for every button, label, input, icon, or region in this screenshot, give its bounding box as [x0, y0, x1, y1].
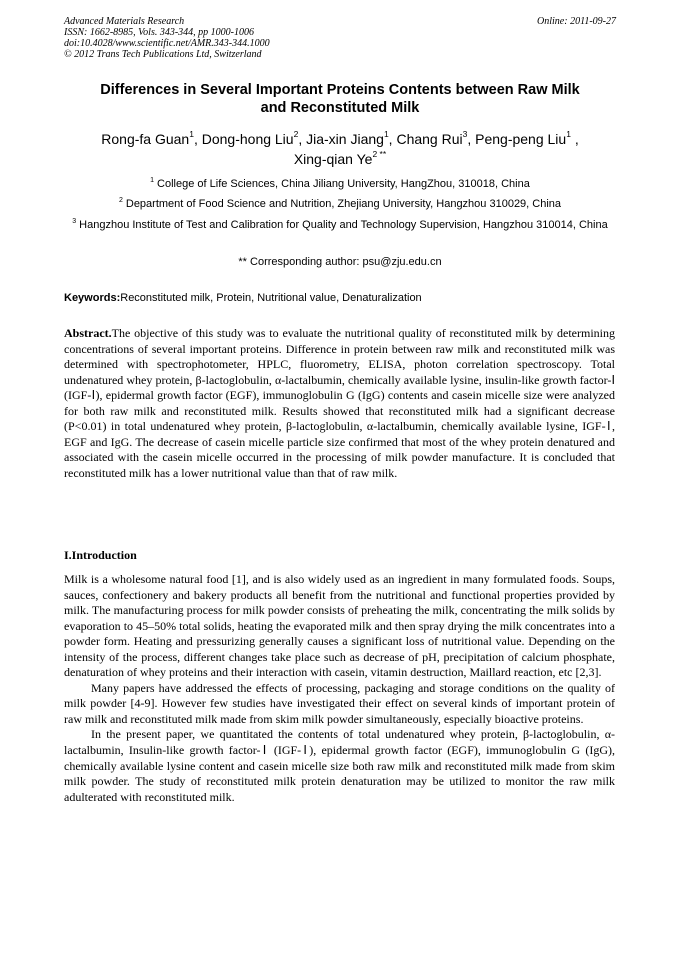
abstract-label: Abstract. — [64, 326, 112, 340]
author-name: Peng-peng Liu — [475, 131, 567, 147]
affiliation-mark: 1 — [150, 177, 155, 184]
author-name: Chang Rui — [396, 131, 463, 147]
author-affiliation-mark: 2 ** — [372, 149, 387, 159]
author-affiliation-mark: 1 — [566, 129, 571, 139]
affiliation-mark: 3 — [72, 218, 77, 225]
abstract-text: The objective of this study was to evaluate the nutritional quality of reconstituted milk by determining concentrations of several important proteins. Difference in protein between raw milk and reconstituted milk was determined with spectrophotometer, HPLC, fluorometry, ELISA, photon correlation spectroscopy. Total undenatured whey protein, β-lactoglobulin, α-lactalbumin, chemically available lysine, insulin-like growth factor-Ⅰ (IGF-Ⅰ), epidermal growth factor (EGF), immunoglobulin G (IgG) contents and casein micelle size were analyzed for both raw milk and reconstituted milk. Results showed that reconstituted milk had a significant decrease (P<0.01) in total undenatured whey protein, β-lactoglobulin, α-lactalbumin, chemically available lysine, IGF-Ⅰ, EGF and IgG. The decrease of casein micelle particle size confirmed that most of the whey protein denatured and associated with the casein micelle occurred in the processing of milk powder manufacture. It is concluded that reconstituted milk has a lower nutritional value than that of raw milk. — [64, 326, 615, 480]
introduction-body — [64, 572, 615, 805]
author-name: Jia-xin Jiang — [306, 131, 384, 147]
author-name: Rong-fa Guan — [101, 131, 190, 147]
title-line-2: and Reconstituted Milk — [260, 100, 420, 116]
author-affiliation-mark: 2 — [293, 129, 299, 139]
author-name: Dong-hong Liu — [201, 131, 294, 147]
keywords-label: Keywords: — [64, 292, 121, 304]
affiliation-text: Hangzhou Institute of Test and Calibration for Quality and Technology Supervision, Hangzhou 310014, China — [79, 219, 608, 231]
journal-header — [64, 16, 616, 60]
paragraph: In the present paper, we quantitated the contents of total undenatured whey protein, β-lactoglobulin, α-lactalbumin, Insulin-like growth factor-Ⅰ (IGF-Ⅰ), epidermal growth factor (EGF), immunoglobulin G (IgG), chemically available lysine content and casein micelle size both raw milk and reconstituted milk made from skim milk powder. The study of reconstituted milk protein denaturation may be utilized to monitor the raw milk adulterated with reconstituted milk. — [64, 727, 615, 804]
affiliation-text: Department of Food Science and Nutrition, Zhejiang University, Hangzhou 310029, China — [125, 198, 562, 210]
issn-line: ISSN: 1662-8985, Vols. 343-344, pp 1000-1006 — [64, 27, 254, 38]
affiliation-1 — [64, 176, 616, 192]
abstract — [64, 326, 615, 481]
paragraph: Many papers have addressed the effects of processing, packaging and storage conditions on the quality of milk powder [4-9]. However few studies have investigated their effect on several kinds of important protein of raw milk and reconstituted milk made from skim milk powder simultaneously, especially bioactive proteins. — [64, 680, 615, 726]
author-affiliation-mark: 1 — [383, 129, 389, 139]
section-heading-introduction: I.Introduction — [64, 548, 137, 562]
copyright-line: © 2012 Trans Tech Publications Ltd, Switzerland — [64, 49, 262, 60]
affiliation-mark: 2 — [118, 197, 123, 204]
paper-title — [64, 81, 616, 117]
author-list: Rong-fa Guan$^1$, Dong-hong Liu$^2$, Jia-xin Jiang$^1$, Chang Rui$^3$, Peng-peng Liu$^1$ , Xing-qian $Ye^{2 **}$ — [101, 129, 579, 167]
author-name: Xing-qian Ye — [293, 151, 373, 167]
corresponding-author: ** Corresponding author: psu@zju.edu.cn — [238, 256, 442, 268]
author-affiliation-mark: 3 — [462, 129, 468, 139]
doi-line: doi:10.4028/www.scientific.net/AMR.343-344.1000 — [64, 38, 270, 49]
journal-name: Advanced Materials Research — [64, 16, 185, 27]
paragraph: Milk is a wholesome natural food [1], and is also widely used as an ingredient in many formulated foods. Soups, sauces, confectionery and bakery products all benefit from the nutritional and functional properties provided by milk. The manufacturing process for milk powder consists of preheating the milk, concentrating the milk solids by evaporation to 45–50% total solids, heating the evaporated milk and then spray drying the milk concentrates into a powder form. Heating and pressurizing generally causes a significant loss of nutritional value. Depending on the intensity of the process, different changes take place such as decrease of pH, precipitation of calcium phosphate, denaturation of whey proteins and their interaction with casein, vitamin destruction, Maillard reaction, etc [2,3]. — [64, 572, 615, 680]
title-line-1: Differences in Several Important Proteins Contents between Raw Milk — [100, 82, 580, 98]
affiliation-2 — [64, 196, 616, 212]
affiliation-3 — [64, 217, 616, 233]
author-affiliation-mark: 1 — [189, 129, 194, 139]
online-date: Online: 2011-09-27 — [537, 16, 616, 27]
keywords-text: Reconstituted milk, Protein, Nutritional value, Denaturalization — [120, 292, 422, 304]
keywords — [64, 291, 616, 306]
affiliation-text: College of Life Sciences, China Jiliang University, HangZhou, 310018, China — [157, 178, 530, 190]
